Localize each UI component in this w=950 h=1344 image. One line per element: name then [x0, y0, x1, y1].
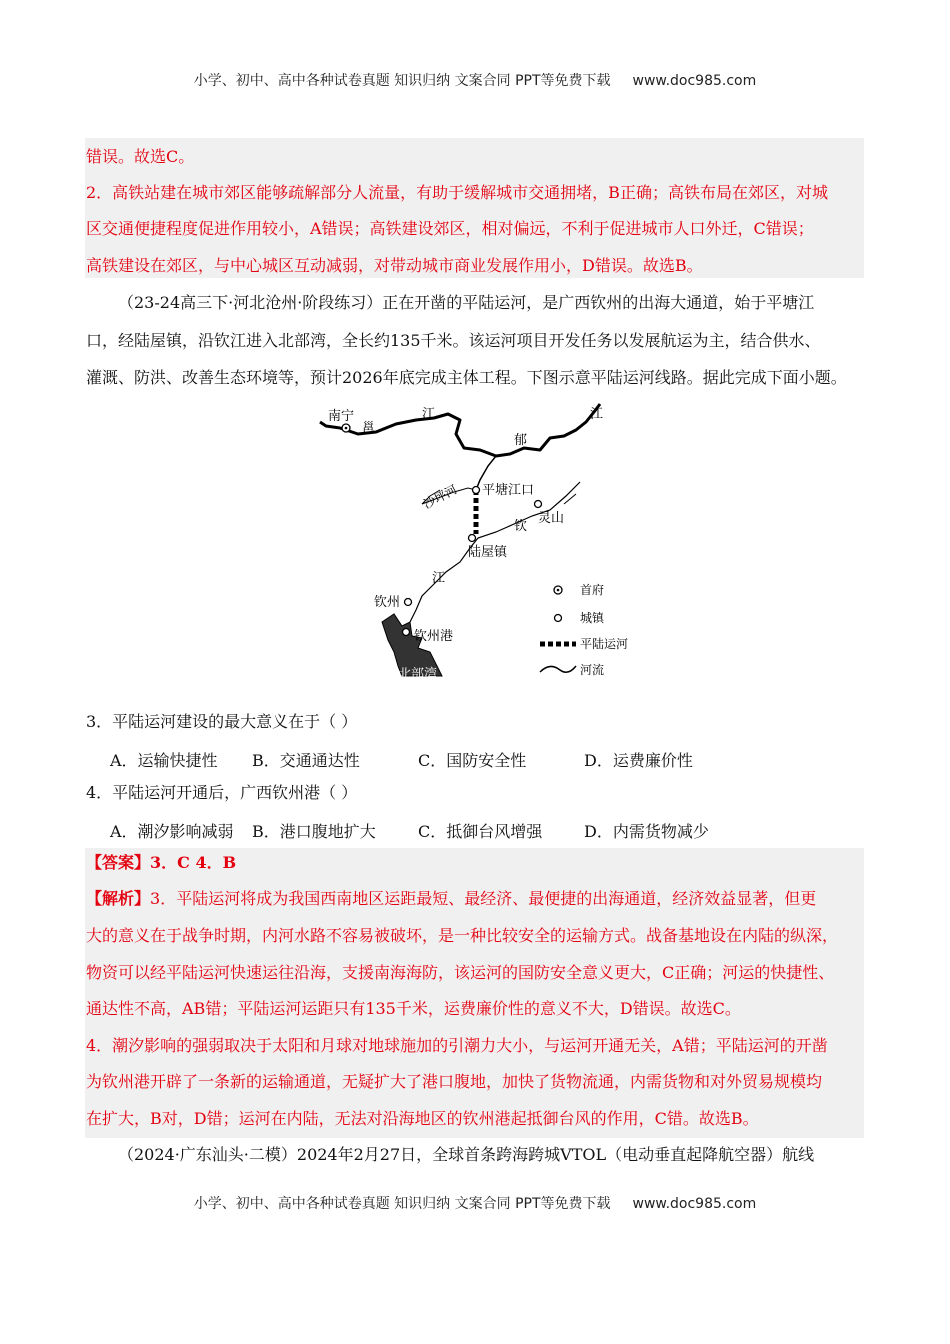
label-lingshan: 灵山 [538, 511, 565, 526]
qinzhougang-town-icon [403, 629, 410, 636]
label-jiang-2: 江 [590, 407, 604, 422]
label-shapinghe: 沙坪河 [421, 482, 460, 512]
q3-option-d: D．运费廉价性 [584, 751, 693, 770]
footer-url[interactable]: www.doc985.com [632, 1196, 757, 1212]
legend-town-label: 城镇 [580, 611, 605, 625]
analysis-tag: 【解析】 [86, 889, 151, 908]
label-qin: 钦 [514, 519, 528, 534]
analysis-line: 在扩大，B对，D错；运河在内陆，无法对沿海地区的钦州港起抵御台风的作用，C错。故选B。 [86, 1109, 759, 1128]
intro-line: 口，经陆屋镇，沿钦江进入北部湾，全长约135千米。该运河项目开发任务以发展航运为主，结合供水、 [86, 331, 821, 350]
legend-river-icon [540, 666, 576, 672]
lingshan-town-icon [535, 501, 542, 508]
pingtang-town-icon [473, 487, 480, 494]
q3-stem: 3．平陆运河建设的最大意义在于（ ） [86, 712, 358, 731]
prev-analysis-line: 2．高铁站建在城市郊区能够疏解部分人流量，有助于缓解城市交通拥堵，B正确；高铁布局在郊区，对城 [86, 183, 828, 202]
label-qinzhou: 钦州 [374, 595, 401, 610]
label-yu: 郁 [514, 433, 528, 448]
q4-stem: 4．平陆运河开通后，广西钦州港（ ） [86, 783, 358, 802]
luwu-town-icon [469, 535, 476, 542]
q4-option-b: B．港口腹地扩大 [252, 822, 376, 841]
answer-tag: 【答案】 [86, 853, 151, 872]
analysis-line: 4．潮汐影响的强弱取决于太阳和月球对地球施加的引潮力大小，与运河开通无关，A错；平陆运河的开凿 [86, 1036, 828, 1055]
legend-town-icon [555, 615, 562, 622]
label-jiang-1: 江 [422, 407, 436, 422]
label-beibuwan: 北部湾 [398, 667, 438, 682]
prev-analysis-line: 高铁建设在郊区，与中心城区互动减弱，对带动城市商业发展作用小，D错误。故选B。 [86, 256, 703, 275]
legend-river-label: 河流 [580, 663, 605, 677]
nanning-capital-icon [342, 424, 350, 432]
header-text: 小学、初中、高中各种试卷真题 知识归纳 文案合同 PPT等免费下载 [193, 73, 611, 89]
footer-text: 小学、初中、高中各种试卷真题 知识归纳 文案合同 PPT等免费下载 [193, 1196, 611, 1212]
analysis-line: 通达性不高，AB错；平陆运河运距只有135千米，运费廉价性的意义不大，D错误。故选C。 [86, 999, 741, 1018]
analysis-line: 大的意义在于战争时期，内河水路不容易被破坏，是一种比较安全的运输方式。战备基地设在内陆的纵深， [86, 926, 839, 945]
prev-analysis-line: 区交通便捷程度促进作用较小，A错误；高铁建设郊区，相对偏远，不利于促进城市人口外迁，C错误； [86, 219, 814, 238]
canal-route-map [318, 400, 648, 690]
next-intro-line: （2024·广东汕头·二模）2024年2月27日，全球首条跨海跨城VTOL（电动垂直起降航空器）航线 [118, 1145, 815, 1164]
analysis-text: 3．平陆运河将成为我国西南地区运距最短、最经济、最便捷的出海通道，经济效益显著，但更 [150, 889, 817, 908]
qinzhou-town-icon [405, 599, 412, 606]
q3-option-b: B．交通通达性 [252, 751, 360, 770]
label-luwu: 陆屋镇 [468, 545, 508, 560]
label-qinzhougang: 钦州港 [414, 629, 454, 644]
legend-capital-label: 首府 [580, 583, 605, 597]
map-legend [540, 583, 628, 677]
legend-capital-icon [554, 586, 562, 594]
header-url[interactable]: www.doc985.com [632, 73, 757, 89]
label-pingtang: 平塘江口 [482, 483, 535, 498]
q4-option-c: C．抵御台风增强 [418, 822, 543, 841]
analysis-line: 为钦州港开辟了一条新的运输通道，无疑扩大了港口腹地，加快了货物流通，内需货物和对外贸易规模均 [86, 1072, 823, 1091]
answer-line [86, 853, 236, 873]
intro-line: （23-24高三下·河北沧州·阶段练习）正在开凿的平陆运河，是广西钦州的出海大通道，始于平塘江 [118, 293, 815, 312]
label-yong: 邕 [362, 421, 376, 436]
prev-analysis-line: 错误。故选C。 [86, 147, 195, 166]
q4-option-a: A．潮汐影响减弱 [110, 822, 234, 841]
q4-option-d: D．内需货物减少 [584, 822, 709, 841]
page-footer [0, 1193, 950, 1213]
answer-text: 3．C 4．B [150, 853, 237, 872]
intro-line: 灌溉、防洪、改善生态环境等，预计2026年底完成主体工程。下图示意平陆运河线路。据此完成下面小题。 [86, 368, 847, 387]
analysis-line: 物资可以经平陆运河快速运往沿海，支援南海海防，该运河的国防安全意义更大，C正确；河运的快捷性、 [86, 963, 835, 982]
analysis-line [86, 889, 816, 909]
legend-canal-label: 平陆运河 [580, 637, 629, 651]
label-nanning: 南宁 [328, 409, 355, 424]
q3-option-c: C．国防安全性 [418, 751, 527, 770]
q3-option-a: A．运输快捷性 [110, 751, 218, 770]
label-jiang-3: 江 [432, 571, 446, 586]
page-header [0, 70, 950, 90]
